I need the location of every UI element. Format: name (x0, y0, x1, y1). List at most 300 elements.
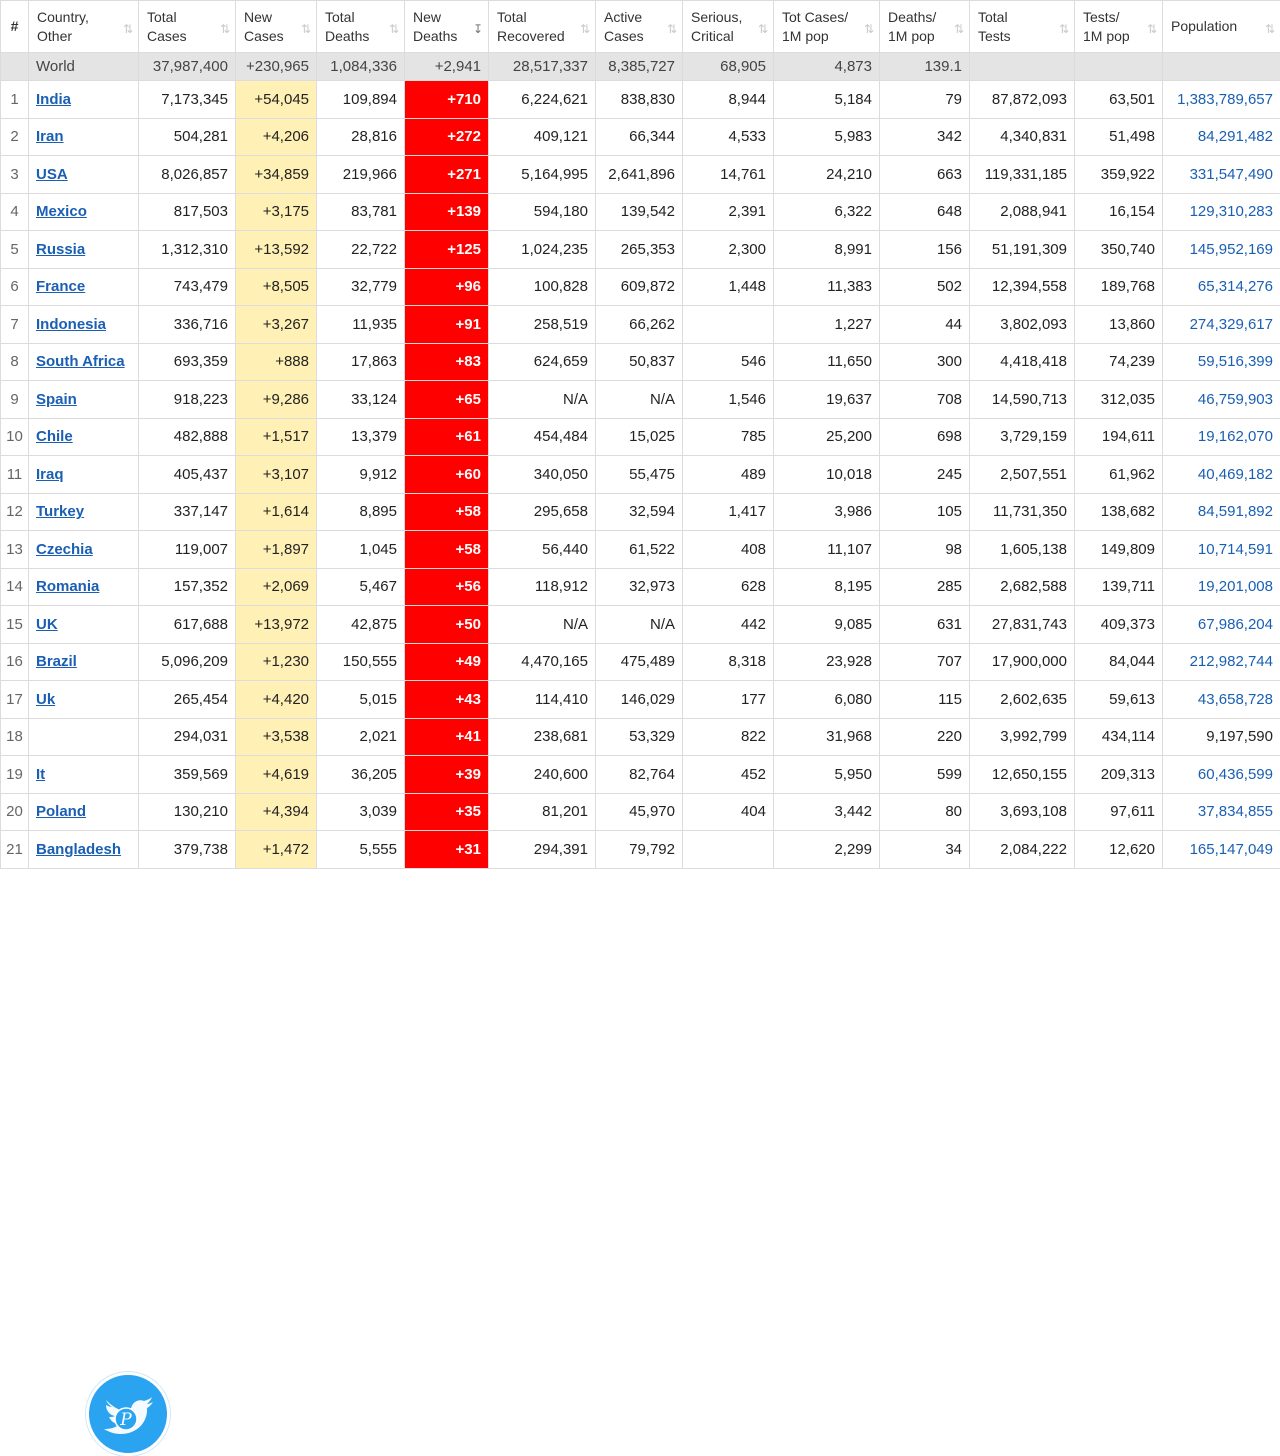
population-link[interactable]: 37,834,855 (1198, 803, 1273, 820)
column-header-cases-per-1m[interactable] (774, 1, 880, 53)
cell-serious: 2,300 (683, 231, 774, 269)
table-row (1, 381, 1280, 419)
column-header-total-tests[interactable] (970, 1, 1075, 53)
row-index: 12 (1, 493, 29, 531)
column-header-country[interactable] (29, 1, 139, 53)
cell-active-cases: 82,764 (596, 756, 683, 794)
cell-cases-per-1m: 19,637 (774, 381, 880, 419)
cell-serious: 404 (683, 793, 774, 831)
cell-deaths-per-1m: 502 (880, 268, 970, 306)
country-link[interactable]: Czechia (36, 541, 93, 558)
cell-total-cases: 379,738 (139, 831, 236, 869)
cell-tests-per-1m: 189,768 (1075, 268, 1163, 306)
sort-icon[interactable]: ⇅ (123, 20, 131, 39)
column-header-total-cases[interactable] (139, 1, 236, 53)
table-row (1, 531, 1280, 569)
cell-total-deaths: 36,205 (317, 756, 405, 794)
country-link[interactable]: Spain (36, 391, 77, 408)
country-cell (29, 268, 139, 306)
cell-total-deaths: 28,816 (317, 118, 405, 156)
cell-serious: 822 (683, 718, 774, 756)
cell-total-deaths: 13,379 (317, 418, 405, 456)
table-row (1, 681, 1280, 719)
country-link[interactable]: Iraq (36, 466, 64, 483)
cell-new-deaths: +710 (405, 81, 489, 119)
country-link[interactable]: Turkey (36, 503, 84, 520)
population-link[interactable]: 331,547,490 (1190, 166, 1273, 183)
cell-total-tests: 2,682,588 (970, 568, 1075, 606)
population-link[interactable]: 67,986,204 (1198, 616, 1273, 633)
cell-population (1163, 643, 1280, 681)
cell-total-deaths: 109,894 (317, 81, 405, 119)
table-row (1, 456, 1280, 494)
column-header-new-cases[interactable] (236, 1, 317, 53)
cell-serious: 442 (683, 606, 774, 644)
cell-tests-per-1m: 409,373 (1075, 606, 1163, 644)
cell-population (1163, 268, 1280, 306)
country-cell (29, 793, 139, 831)
cell-active-cases: 66,344 (596, 118, 683, 156)
country-cell (29, 418, 139, 456)
population-link[interactable]: 60,436,599 (1198, 766, 1273, 783)
cell-total-cases: 119,007 (139, 531, 236, 569)
population-link[interactable]: 46,759,903 (1198, 391, 1273, 408)
cell-cases-per-1m: 11,107 (774, 531, 880, 569)
row-index: 8 (1, 343, 29, 381)
cell-total-recovered: 340,050 (489, 456, 596, 494)
column-label: Active Cases (604, 8, 644, 46)
cell-population (1163, 831, 1280, 869)
cell-serious: 2,391 (683, 193, 774, 231)
column-header-serious-critical[interactable] (683, 1, 774, 53)
column-label: Deaths/ 1M pop (888, 8, 936, 46)
world-new-deaths: +2,941 (405, 53, 489, 81)
population-link[interactable]: 19,162,070 (1198, 428, 1273, 445)
cell-new-deaths: +65 (405, 381, 489, 419)
table-row (1, 193, 1280, 231)
world-deaths-per-1m: 139.1 (880, 53, 970, 81)
population-link[interactable]: 65,314,276 (1198, 278, 1273, 295)
column-header-tests-per-1m[interactable] (1075, 1, 1163, 53)
cell-total-deaths: 32,779 (317, 268, 405, 306)
country-link[interactable]: India (36, 91, 71, 108)
cell-total-cases: 693,359 (139, 343, 236, 381)
table-row (1, 343, 1280, 381)
cell-cases-per-1m: 23,928 (774, 643, 880, 681)
cell-total-tests: 3,693,108 (970, 793, 1075, 831)
cell-population (1163, 606, 1280, 644)
cell-active-cases: 139,542 (596, 193, 683, 231)
population-link[interactable]: 129,310,283 (1190, 203, 1273, 220)
sort-icon[interactable]: ↧ (473, 20, 481, 39)
row-index: 15 (1, 606, 29, 644)
sort-icon[interactable]: ⇅ (1265, 20, 1273, 39)
header-row (1, 1, 1280, 53)
cell-serious: 785 (683, 418, 774, 456)
cell-new-deaths: +271 (405, 156, 489, 194)
sort-icon[interactable]: ⇅ (389, 20, 397, 39)
cell-deaths-per-1m: 220 (880, 718, 970, 756)
country-cell (29, 381, 139, 419)
cell-total-deaths: 5,555 (317, 831, 405, 869)
table-row (1, 568, 1280, 606)
cell-new-cases: +3,175 (236, 193, 317, 231)
population-link[interactable]: 40,469,182 (1198, 466, 1273, 483)
cell-serious: 8,944 (683, 81, 774, 119)
cell-tests-per-1m: 84,044 (1075, 643, 1163, 681)
cell-total-tests: 2,507,551 (970, 456, 1075, 494)
cell-total-cases: 918,223 (139, 381, 236, 419)
column-label: New Cases (244, 8, 284, 46)
cell-total-recovered: 294,391 (489, 831, 596, 869)
column-label: Tests/ 1M pop (1083, 8, 1130, 46)
table-row (1, 793, 1280, 831)
column-label: Serious, Critical (691, 8, 742, 46)
cell-deaths-per-1m: 105 (880, 493, 970, 531)
cell-total-recovered: 81,201 (489, 793, 596, 831)
column-label: New Deaths (413, 8, 457, 46)
country-cell (29, 456, 139, 494)
cell-new-cases: +13,592 (236, 231, 317, 269)
cell-population (1163, 756, 1280, 794)
cell-new-cases: +3,538 (236, 718, 317, 756)
sort-icon[interactable]: ⇅ (580, 20, 588, 39)
population-link[interactable]: 274,329,617 (1190, 316, 1273, 333)
sort-icon[interactable]: ⇅ (864, 20, 872, 39)
cell-total-tests: 119,331,185 (970, 156, 1075, 194)
cell-new-cases: +1,472 (236, 831, 317, 869)
cell-tests-per-1m: 97,611 (1075, 793, 1163, 831)
cell-tests-per-1m: 139,711 (1075, 568, 1163, 606)
table-row (1, 606, 1280, 644)
population-link[interactable]: 84,291,482 (1198, 128, 1273, 145)
country-cell (29, 493, 139, 531)
cell-deaths-per-1m: 648 (880, 193, 970, 231)
country-cell (29, 156, 139, 194)
cell-tests-per-1m: 74,239 (1075, 343, 1163, 381)
cell-tests-per-1m: 12,620 (1075, 831, 1163, 869)
sort-icon[interactable]: ⇅ (1059, 20, 1067, 39)
column-header-population[interactable] (1163, 1, 1280, 53)
cell-cases-per-1m: 9,085 (774, 606, 880, 644)
cell-total-deaths: 17,863 (317, 343, 405, 381)
cell-deaths-per-1m: 300 (880, 343, 970, 381)
cell-total-cases: 337,147 (139, 493, 236, 531)
cell-total-cases: 482,888 (139, 418, 236, 456)
cell-new-deaths: +49 (405, 643, 489, 681)
cell-new-deaths: +58 (405, 531, 489, 569)
table-row (1, 156, 1280, 194)
cell-active-cases: 50,837 (596, 343, 683, 381)
cell-total-tests: 11,731,350 (970, 493, 1075, 531)
column-header-index (1, 1, 29, 53)
country-link[interactable]: South Africa (36, 353, 125, 370)
cell-total-deaths: 8,895 (317, 493, 405, 531)
country-link[interactable]: USA (36, 166, 68, 183)
cell-total-recovered: 238,681 (489, 718, 596, 756)
cell-population (1163, 343, 1280, 381)
sort-icon[interactable]: ⇅ (220, 20, 228, 39)
table-row (1, 493, 1280, 531)
cell-active-cases: 79,792 (596, 831, 683, 869)
cell-total-deaths: 219,966 (317, 156, 405, 194)
column-label: Population (1171, 17, 1237, 36)
sort-icon[interactable]: ⇅ (1147, 20, 1155, 39)
cell-new-deaths: +58 (405, 493, 489, 531)
sort-icon[interactable]: ⇅ (301, 20, 309, 39)
cell-total-tests: 3,729,159 (970, 418, 1075, 456)
cell-new-deaths: +91 (405, 306, 489, 344)
column-header-total-recovered[interactable] (489, 1, 596, 53)
cell-total-cases: 1,312,310 (139, 231, 236, 269)
cell-total-tests: 12,394,558 (970, 268, 1075, 306)
population-link[interactable]: 59,516,399 (1198, 353, 1273, 370)
cell-total-recovered: 5,164,995 (489, 156, 596, 194)
twitter-bird-icon (86, 1372, 170, 1456)
cell-cases-per-1m: 8,991 (774, 231, 880, 269)
cell-total-tests: 4,418,418 (970, 343, 1075, 381)
cell-cases-per-1m: 11,383 (774, 268, 880, 306)
cell-new-deaths: +35 (405, 793, 489, 831)
row-index: 18 (1, 718, 29, 756)
cell-total-tests: 2,088,941 (970, 193, 1075, 231)
cell-active-cases: 32,594 (596, 493, 683, 531)
cell-new-cases: +1,897 (236, 531, 317, 569)
country-cell (29, 118, 139, 156)
population-link[interactable]: 43,658,728 (1198, 691, 1273, 708)
cell-total-cases: 405,437 (139, 456, 236, 494)
cell-population (1163, 381, 1280, 419)
watermark-letter: P (119, 1410, 132, 1430)
cell-active-cases: N/A (596, 381, 683, 419)
population-link[interactable]: 165,147,049 (1190, 841, 1273, 858)
cell-tests-per-1m: 194,611 (1075, 418, 1163, 456)
cell-total-deaths: 33,124 (317, 381, 405, 419)
cell-new-cases: +3,107 (236, 456, 317, 494)
cell-active-cases: 32,973 (596, 568, 683, 606)
column-label: Tot Cases/ 1M pop (782, 8, 848, 46)
cell-new-deaths: +139 (405, 193, 489, 231)
cell-total-deaths: 150,555 (317, 643, 405, 681)
cell-population (1163, 456, 1280, 494)
cell-total-recovered: 454,484 (489, 418, 596, 456)
cell-total-recovered: 118,912 (489, 568, 596, 606)
cell-deaths-per-1m: 245 (880, 456, 970, 494)
cell-total-deaths: 5,015 (317, 681, 405, 719)
cell-population (1163, 568, 1280, 606)
row-index: 16 (1, 643, 29, 681)
row-index: 4 (1, 193, 29, 231)
country-link[interactable]: Romania (36, 578, 99, 595)
cell-total-recovered: 1,024,235 (489, 231, 596, 269)
world-population (1163, 53, 1280, 81)
cell-total-tests: 4,340,831 (970, 118, 1075, 156)
cell-active-cases: 146,029 (596, 681, 683, 719)
cell-tests-per-1m: 149,809 (1075, 531, 1163, 569)
cell-cases-per-1m: 6,080 (774, 681, 880, 719)
country-cell (29, 231, 139, 269)
cell-total-recovered: 114,410 (489, 681, 596, 719)
country-link[interactable]: Bangladesh (36, 841, 121, 858)
cell-total-tests: 3,802,093 (970, 306, 1075, 344)
cell-active-cases: N/A (596, 606, 683, 644)
cell-serious: 8,318 (683, 643, 774, 681)
cell-new-deaths: +125 (405, 231, 489, 269)
cell-total-recovered: 295,658 (489, 493, 596, 531)
column-header-deaths-per-1m[interactable] (880, 1, 970, 53)
cell-total-cases: 817,503 (139, 193, 236, 231)
cell-tests-per-1m: 434,114 (1075, 718, 1163, 756)
world-new-cases: +230,965 (236, 53, 317, 81)
row-index: 11 (1, 456, 29, 494)
country-link[interactable]: Brazil (36, 653, 77, 670)
sort-icon[interactable]: ⇅ (667, 20, 675, 39)
watermark-logo (30, 686, 140, 786)
row-index: 5 (1, 231, 29, 269)
cell-deaths-per-1m: 342 (880, 118, 970, 156)
world-tests-per-1m (1075, 53, 1163, 81)
row-index: 3 (1, 156, 29, 194)
country-link[interactable]: Uk (36, 691, 55, 708)
population-link[interactable]: 145,952,169 (1190, 241, 1273, 258)
cell-cases-per-1m: 5,184 (774, 81, 880, 119)
world-total-recovered: 28,517,337 (489, 53, 596, 81)
population-link[interactable]: 10,714,591 (1198, 541, 1273, 558)
cell-population: 9,197,590 (1163, 718, 1280, 756)
cell-active-cases: 55,475 (596, 456, 683, 494)
sort-icon[interactable]: ⇅ (758, 20, 766, 39)
cell-total-recovered: 624,659 (489, 343, 596, 381)
table-row (1, 268, 1280, 306)
cell-total-tests: 2,084,222 (970, 831, 1075, 869)
cell-deaths-per-1m: 599 (880, 756, 970, 794)
population-link[interactable]: 19,201,008 (1198, 578, 1273, 595)
cell-new-cases: +888 (236, 343, 317, 381)
table-row (1, 118, 1280, 156)
column-header-new-deaths[interactable] (405, 1, 489, 53)
bird-glyph (93, 1379, 163, 1449)
population-link[interactable]: 84,591,892 (1198, 503, 1273, 520)
cell-new-cases: +4,206 (236, 118, 317, 156)
cell-total-recovered: N/A (489, 381, 596, 419)
country-link[interactable]: France (36, 278, 85, 295)
cell-total-cases: 359,569 (139, 756, 236, 794)
cell-serious: 14,761 (683, 156, 774, 194)
cell-tests-per-1m: 59,613 (1075, 681, 1163, 719)
world-row (1, 53, 1280, 81)
sort-icon[interactable]: ⇅ (954, 20, 962, 39)
cell-cases-per-1m: 5,983 (774, 118, 880, 156)
cell-new-cases: +1,517 (236, 418, 317, 456)
column-label: Total Tests (978, 8, 1011, 46)
country-link[interactable]: Indonesia (36, 316, 106, 333)
cell-deaths-per-1m: 79 (880, 81, 970, 119)
cell-serious (683, 831, 774, 869)
cell-new-deaths: +61 (405, 418, 489, 456)
cell-total-cases: 617,688 (139, 606, 236, 644)
column-label: Total Deaths (325, 8, 369, 46)
country-link[interactable]: Poland (36, 803, 86, 820)
row-index: 2 (1, 118, 29, 156)
country-link[interactable]: Chile (36, 428, 73, 445)
row-index: 9 (1, 381, 29, 419)
cell-tests-per-1m: 63,501 (1075, 81, 1163, 119)
cell-cases-per-1m: 5,950 (774, 756, 880, 794)
cell-deaths-per-1m: 34 (880, 831, 970, 869)
cell-cases-per-1m: 3,986 (774, 493, 880, 531)
cell-serious: 452 (683, 756, 774, 794)
table-row (1, 81, 1280, 119)
column-header-total-deaths[interactable] (317, 1, 405, 53)
cell-new-deaths: +96 (405, 268, 489, 306)
population-link[interactable]: 1,383,789,657 (1177, 91, 1273, 108)
country-link[interactable]: Iran (36, 128, 64, 145)
cell-total-tests: 17,900,000 (970, 643, 1075, 681)
country-cell (29, 81, 139, 119)
column-header-active-cases[interactable] (596, 1, 683, 53)
country-link[interactable]: Russia (36, 241, 85, 258)
cell-total-recovered: 240,600 (489, 756, 596, 794)
cell-population (1163, 193, 1280, 231)
cell-cases-per-1m: 1,227 (774, 306, 880, 344)
country-link[interactable]: It (36, 766, 45, 783)
cell-tests-per-1m: 51,498 (1075, 118, 1163, 156)
cell-deaths-per-1m: 80 (880, 793, 970, 831)
cell-new-cases: +1,230 (236, 643, 317, 681)
country-cell (29, 831, 139, 869)
cell-cases-per-1m: 24,210 (774, 156, 880, 194)
table-row (1, 306, 1280, 344)
cell-deaths-per-1m: 44 (880, 306, 970, 344)
world-total-deaths: 1,084,336 (317, 53, 405, 81)
country-cell (29, 193, 139, 231)
cell-total-deaths: 1,045 (317, 531, 405, 569)
cell-new-deaths: +56 (405, 568, 489, 606)
population-link[interactable]: 212,982,744 (1190, 653, 1273, 670)
world-cases-per-1m: 4,873 (774, 53, 880, 81)
country-link[interactable]: UK (36, 616, 58, 633)
country-cell (29, 306, 139, 344)
cell-total-recovered: 56,440 (489, 531, 596, 569)
cell-total-recovered: 100,828 (489, 268, 596, 306)
cell-deaths-per-1m: 708 (880, 381, 970, 419)
cell-new-deaths: +272 (405, 118, 489, 156)
cell-deaths-per-1m: 156 (880, 231, 970, 269)
cell-serious: 1,546 (683, 381, 774, 419)
cell-tests-per-1m: 16,154 (1075, 193, 1163, 231)
cell-total-recovered: 258,519 (489, 306, 596, 344)
cell-population (1163, 231, 1280, 269)
cell-new-deaths: +50 (405, 606, 489, 644)
country-link[interactable]: Mexico (36, 203, 87, 220)
row-index (1, 53, 29, 81)
row-index: 20 (1, 793, 29, 831)
country-cell (29, 531, 139, 569)
cell-cases-per-1m: 3,442 (774, 793, 880, 831)
cell-population (1163, 118, 1280, 156)
cell-serious: 628 (683, 568, 774, 606)
cell-cases-per-1m: 8,195 (774, 568, 880, 606)
cell-total-cases: 294,031 (139, 718, 236, 756)
cell-total-cases: 130,210 (139, 793, 236, 831)
cell-total-cases: 7,173,345 (139, 81, 236, 119)
cell-total-deaths: 11,935 (317, 306, 405, 344)
world-label: World (29, 53, 139, 81)
cell-deaths-per-1m: 285 (880, 568, 970, 606)
cell-total-tests: 3,992,799 (970, 718, 1075, 756)
cell-new-cases: +13,972 (236, 606, 317, 644)
cell-total-deaths: 3,039 (317, 793, 405, 831)
